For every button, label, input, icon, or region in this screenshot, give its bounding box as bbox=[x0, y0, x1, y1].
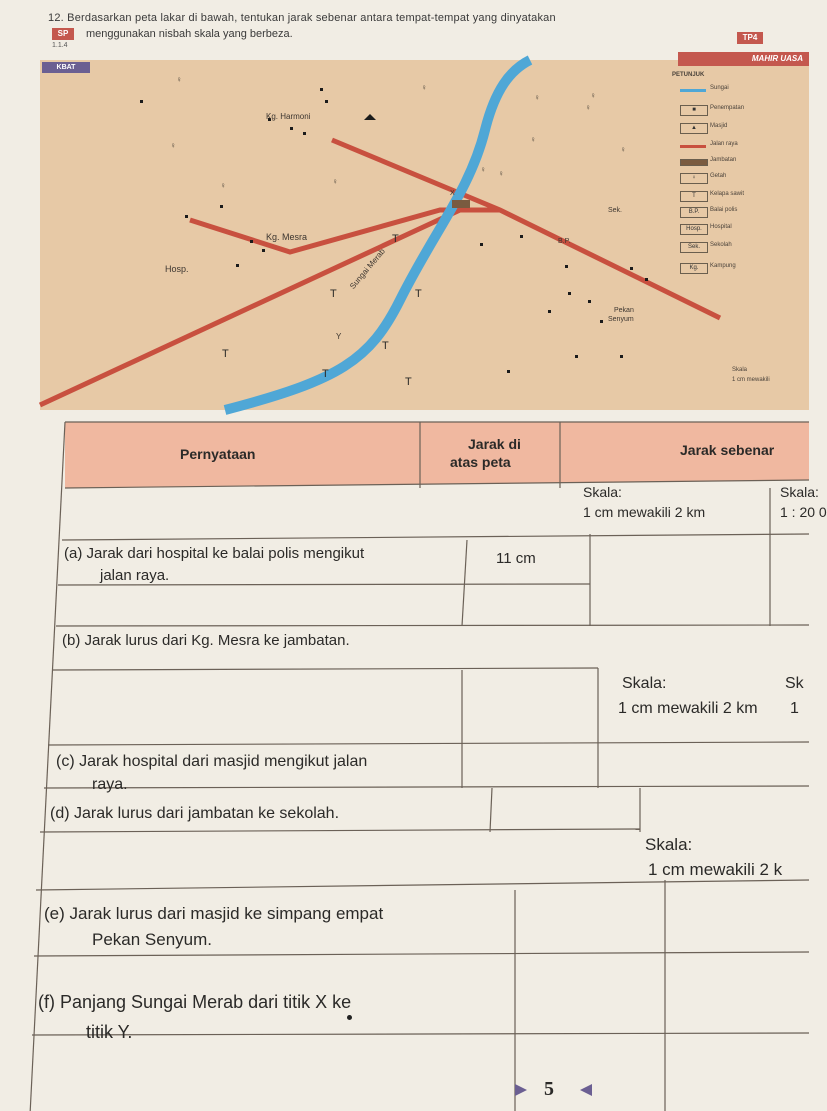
settlement-icon: ■ bbox=[680, 105, 708, 116]
row-c-line2: raya. bbox=[92, 776, 128, 793]
legend-label: Sekolah bbox=[710, 242, 732, 248]
label-hosp: Hosp. bbox=[165, 264, 189, 274]
palm-symbol: T bbox=[222, 348, 229, 360]
legend-item bbox=[672, 84, 809, 96]
legend-label: Hospital bbox=[710, 224, 732, 230]
svg-text:♀: ♀ bbox=[534, 93, 540, 102]
svg-text:♀: ♀ bbox=[530, 135, 536, 144]
row-d-line1: (d) Jarak lurus dari jambatan ke sekolah. bbox=[50, 805, 340, 822]
header-jarak-sebenar: Jarak sebenar bbox=[680, 442, 775, 458]
police-icon: B.P. bbox=[680, 207, 708, 218]
bridge-icon bbox=[680, 159, 708, 166]
palm-tree-icon: T bbox=[680, 191, 708, 202]
scale-d-label: Sk bbox=[785, 675, 804, 692]
scale-a-label: Skala: bbox=[583, 484, 622, 500]
question-instruction-line1 bbox=[48, 12, 556, 24]
svg-text:♀: ♀ bbox=[590, 91, 596, 100]
header-jarak-di-peta-1: Jarak di bbox=[468, 436, 521, 452]
legend-item bbox=[672, 122, 809, 134]
legend-item bbox=[672, 140, 809, 152]
legend-label: Kelapa sawit bbox=[710, 191, 745, 197]
mosque-icon: ▲ bbox=[680, 123, 708, 134]
palm-symbol: T bbox=[405, 376, 412, 388]
legend-label: Sungai bbox=[710, 85, 729, 91]
label-bp: B.P. bbox=[558, 238, 571, 245]
svg-text:♀: ♀ bbox=[480, 165, 486, 174]
row-e-line2: Pekan Senyum. bbox=[92, 930, 213, 949]
standard-code: 1.1.4 bbox=[52, 42, 68, 49]
hospital-icon: Hosp. bbox=[680, 224, 708, 235]
legend-item bbox=[672, 190, 809, 202]
label-y: Y bbox=[336, 332, 342, 341]
arrow-right-icon bbox=[515, 1084, 527, 1096]
palm-symbol: T bbox=[330, 288, 337, 300]
scale-b-value: 1 : 20 0 bbox=[780, 504, 827, 520]
svg-text:♀: ♀ bbox=[220, 181, 226, 190]
svg-text:♀: ♀ bbox=[498, 169, 504, 178]
palm-symbol: T bbox=[322, 368, 329, 380]
arrow-left-icon bbox=[580, 1084, 592, 1096]
legend-item bbox=[672, 104, 809, 116]
legend-item bbox=[672, 223, 809, 235]
mosque-symbol bbox=[364, 114, 376, 120]
legend-label: Jambatan bbox=[710, 157, 737, 163]
label-x: X bbox=[450, 190, 455, 197]
row-a-map-distance: 11 cm bbox=[496, 550, 536, 567]
question-header bbox=[0, 0, 809, 58]
ink-dot bbox=[347, 1015, 352, 1020]
header-jarak-di-peta-2: atas peta bbox=[450, 454, 511, 470]
road-line-icon bbox=[680, 145, 706, 148]
header-pernyataan: Pernyataan bbox=[180, 446, 256, 462]
bridge bbox=[452, 200, 470, 208]
legend-label: Jalan raya bbox=[710, 141, 738, 147]
legend-item bbox=[672, 262, 809, 274]
road-west bbox=[190, 210, 500, 252]
scale-c-value: 1 cm mewakili 2 km bbox=[618, 700, 758, 717]
svg-text:♀: ♀ bbox=[421, 83, 427, 92]
svg-text:♀: ♀ bbox=[170, 141, 176, 150]
scale-e-label: Skala: bbox=[645, 835, 693, 854]
label-sek: Sek. bbox=[608, 207, 623, 214]
scale-e-value: 1 cm mewakili 2 k bbox=[648, 860, 783, 879]
instruction-text: Berdasarkan peta lakar di bawah, tentukan jarak sebenar antara tempat-tempat yang dinyatakan bbox=[67, 12, 556, 24]
legend-title: PETUNJUK bbox=[672, 72, 705, 78]
legend-label: Balai polis bbox=[710, 207, 738, 213]
palm-symbol: T bbox=[392, 233, 399, 245]
label-kg-harmoni: Kg. Harmoni bbox=[266, 112, 311, 121]
label-kg-mesra: Kg. Mesra bbox=[266, 232, 308, 242]
label-pekan: Pekan bbox=[614, 307, 634, 314]
legend-item bbox=[672, 241, 809, 253]
scale-a-value: 1 cm mewakili 2 km bbox=[583, 504, 706, 520]
map-legend bbox=[672, 72, 809, 402]
legend-scale-value: 1 cm mewakili bbox=[732, 377, 770, 383]
row-a-line1: (a) Jarak dari hospital ke balai polis mengikut bbox=[64, 545, 365, 562]
legend-item bbox=[672, 206, 809, 218]
row-e-line1: (e) Jarak lurus dari masjid ke simpang empat bbox=[44, 904, 384, 923]
scale-d-value: 1 bbox=[790, 700, 799, 717]
row-f-line2: titik Y. bbox=[86, 1022, 133, 1042]
school-icon: Sek. bbox=[680, 242, 708, 253]
svg-text:♀: ♀ bbox=[585, 103, 591, 112]
scale-c-label: Skala: bbox=[622, 675, 667, 692]
label-senyum: Senyum bbox=[608, 316, 634, 323]
legend-item bbox=[672, 172, 809, 184]
legend-item bbox=[672, 156, 809, 168]
page-number: 5 bbox=[544, 1078, 554, 1100]
page-footer bbox=[0, 1070, 809, 1110]
svg-text:♀: ♀ bbox=[176, 75, 182, 84]
sp-badge: SP bbox=[52, 28, 74, 40]
legend-label: Masjid bbox=[710, 123, 728, 129]
village-icon: Kg. bbox=[680, 263, 708, 274]
distance-table bbox=[0, 410, 827, 1111]
legend-label: Getah bbox=[710, 173, 727, 179]
mahir-uasa-badge: MAHIR UASA bbox=[678, 52, 809, 66]
tp-badge: TP4 bbox=[737, 32, 763, 44]
legend-scale-label: Skala bbox=[732, 367, 748, 373]
svg-text:♀: ♀ bbox=[332, 177, 338, 186]
rubber-tree-icon: ♀ bbox=[680, 173, 708, 184]
row-b-line1: (b) Jarak lurus dari Kg. Mesra ke jambatan. bbox=[62, 632, 350, 649]
row-c-line1: (c) Jarak hospital dari masjid mengikut jalan bbox=[56, 753, 368, 770]
svg-text:♀: ♀ bbox=[620, 145, 626, 154]
palm-symbol: T bbox=[415, 288, 422, 300]
kbat-badge: KBAT bbox=[42, 62, 90, 73]
page-number-arrows bbox=[0, 1070, 809, 1110]
palm-symbol: T bbox=[382, 340, 389, 352]
label-sungai-merab: Sungai Merab bbox=[348, 246, 387, 291]
road-main bbox=[332, 140, 720, 318]
legend-label: Penempatan bbox=[710, 105, 745, 111]
scale-b-label: Skala: bbox=[780, 484, 819, 500]
legend-label: Kampung bbox=[710, 263, 736, 269]
question-instruction-line2: menggunakan nisbah skala yang berbeza. bbox=[86, 28, 293, 40]
row-f-line1: (f) Panjang Sungai Merab dari titik X ke bbox=[38, 992, 352, 1012]
river-line-icon bbox=[680, 89, 706, 92]
row-a-line2: jalan raya. bbox=[100, 567, 170, 584]
question-number: 12. bbox=[48, 12, 64, 24]
